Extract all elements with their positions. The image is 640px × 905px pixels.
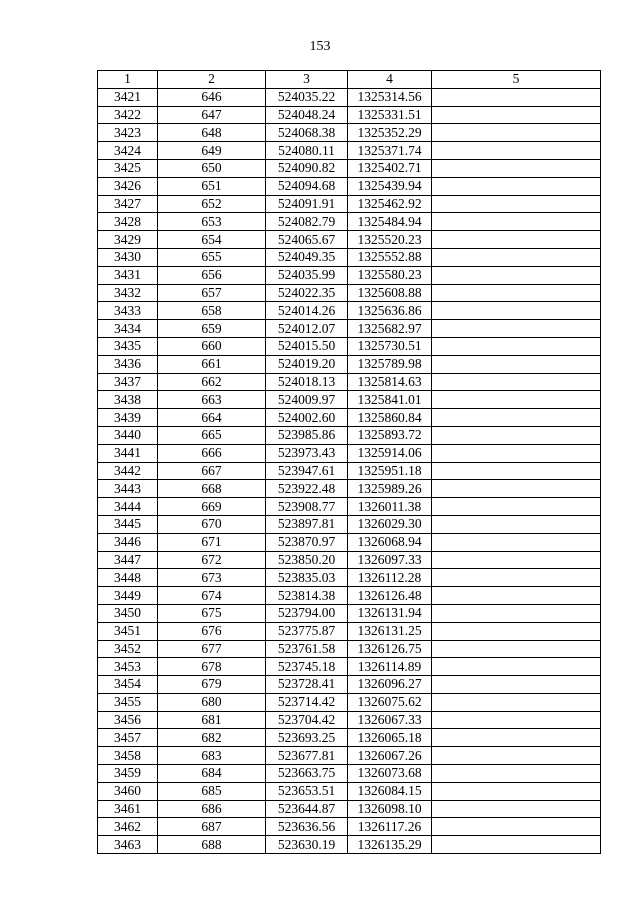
page-number: 153 (309, 39, 331, 54)
table-cell: 524080.11 (266, 142, 348, 160)
table-cell: 524068.38 (266, 124, 348, 142)
table-cell (432, 213, 601, 231)
table-row (98, 658, 601, 676)
table-cell: 673 (158, 569, 266, 587)
table-cell: 3442 (98, 462, 158, 480)
table-row (98, 604, 601, 622)
table-cell: 3457 (98, 729, 158, 747)
table-cell: 523653.51 (266, 782, 348, 800)
table-cell: 523693.25 (266, 729, 348, 747)
table-cell: 1325682.97 (348, 320, 432, 338)
table-cell: 657 (158, 284, 266, 302)
table-cell: 3438 (98, 391, 158, 409)
table-cell: 523973.43 (266, 444, 348, 462)
table-cell (432, 302, 601, 320)
table-row (98, 622, 601, 640)
table-cell: 662 (158, 373, 266, 391)
table-cell: 3458 (98, 747, 158, 765)
table-cell (432, 765, 601, 783)
table-row (98, 373, 601, 391)
table-cell (432, 587, 601, 605)
table-cell: 669 (158, 498, 266, 516)
table-cell (432, 106, 601, 124)
table-cell: 1325439.94 (348, 177, 432, 195)
table-cell: 664 (158, 409, 266, 427)
table-cell: 687 (158, 818, 266, 836)
table-header-row (98, 71, 601, 89)
table-cell: 654 (158, 231, 266, 249)
table-cell (432, 533, 601, 551)
table-cell: 685 (158, 782, 266, 800)
table-cell: 3421 (98, 88, 158, 106)
table-cell (432, 782, 601, 800)
table-cell: 1325484.94 (348, 213, 432, 231)
table-cell (432, 515, 601, 533)
table-cell: 524049.35 (266, 248, 348, 266)
table-cell: 652 (158, 195, 266, 213)
table-cell: 3453 (98, 658, 158, 676)
table-cell: 3449 (98, 587, 158, 605)
table-cell: 523745.18 (266, 658, 348, 676)
table-row (98, 159, 601, 177)
table-row (98, 195, 601, 213)
table-cell: 3462 (98, 818, 158, 836)
table-cell: 655 (158, 248, 266, 266)
table-cell (432, 693, 601, 711)
table-cell: 647 (158, 106, 266, 124)
table-cell: 671 (158, 533, 266, 551)
table-cell: 524012.07 (266, 320, 348, 338)
table-cell: 1326073.68 (348, 765, 432, 783)
table-row (98, 302, 601, 320)
table-cell (432, 747, 601, 765)
table-row (98, 248, 601, 266)
table-cell: 3432 (98, 284, 158, 302)
table-row (98, 391, 601, 409)
table-row (98, 711, 601, 729)
table-cell: 3445 (98, 515, 158, 533)
table-cell (432, 676, 601, 694)
table-cell: 524065.67 (266, 231, 348, 249)
table-cell (432, 231, 601, 249)
table-cell: 3459 (98, 765, 158, 783)
table-cell: 3447 (98, 551, 158, 569)
table-cell: 1325914.06 (348, 444, 432, 462)
table-cell: 1326117.26 (348, 818, 432, 836)
table-cell: 1325608.88 (348, 284, 432, 302)
table-row (98, 284, 601, 302)
table-cell (432, 195, 601, 213)
table-cell: 681 (158, 711, 266, 729)
table-cell: 3422 (98, 106, 158, 124)
table-cell: 523630.19 (266, 836, 348, 854)
table-row (98, 836, 601, 854)
table-cell (432, 337, 601, 355)
table-cell: 3444 (98, 498, 158, 516)
table-cell: 660 (158, 337, 266, 355)
table-cell: 3455 (98, 693, 158, 711)
table-cell: 1325989.26 (348, 480, 432, 498)
table-cell: 523835.03 (266, 569, 348, 587)
table-cell: 3456 (98, 711, 158, 729)
table-cell: 523985.86 (266, 426, 348, 444)
table-cell: 3441 (98, 444, 158, 462)
table-row (98, 729, 601, 747)
table-cell: 1326029.30 (348, 515, 432, 533)
table-cell: 651 (158, 177, 266, 195)
table-row (98, 142, 601, 160)
table-row (98, 676, 601, 694)
table-cell (432, 498, 601, 516)
table-row (98, 587, 601, 605)
table-cell (432, 284, 601, 302)
table-cell: 3440 (98, 426, 158, 444)
table-row (98, 444, 601, 462)
table-row (98, 782, 601, 800)
table-cell (432, 355, 601, 373)
table-row (98, 231, 601, 249)
table-cell: 1326114.89 (348, 658, 432, 676)
table-cell: 1325520.23 (348, 231, 432, 249)
coordinates-table (97, 70, 601, 854)
table-cell: 653 (158, 213, 266, 231)
table-row (98, 426, 601, 444)
table-cell (432, 622, 601, 640)
table-cell (432, 569, 601, 587)
table-cell: 524090.82 (266, 159, 348, 177)
table-cell: 677 (158, 640, 266, 658)
table-cell: 3427 (98, 195, 158, 213)
column-header: 1 (98, 71, 158, 89)
table-cell (432, 640, 601, 658)
table-cell: 1325951.18 (348, 462, 432, 480)
table-cell: 1325580.23 (348, 266, 432, 284)
table-cell: 1326084.15 (348, 782, 432, 800)
table-row (98, 462, 601, 480)
table-cell: 523728.41 (266, 676, 348, 694)
table-cell: 1325402.71 (348, 159, 432, 177)
table-cell: 523814.38 (266, 587, 348, 605)
table-cell: 524035.22 (266, 88, 348, 106)
table-cell: 3454 (98, 676, 158, 694)
table-row (98, 409, 601, 427)
table-cell: 1325789.98 (348, 355, 432, 373)
table-cell: 523870.97 (266, 533, 348, 551)
table-cell: 523908.77 (266, 498, 348, 516)
table-cell: 672 (158, 551, 266, 569)
table-row (98, 569, 601, 587)
table-cell (432, 604, 601, 622)
table-cell: 523850.20 (266, 551, 348, 569)
table-cell: 661 (158, 355, 266, 373)
table-cell: 665 (158, 426, 266, 444)
table-row (98, 800, 601, 818)
table-cell: 523775.87 (266, 622, 348, 640)
table-cell (432, 320, 601, 338)
table-cell: 676 (158, 622, 266, 640)
table-cell: 523636.56 (266, 818, 348, 836)
table-cell: 3423 (98, 124, 158, 142)
table-cell: 1326067.33 (348, 711, 432, 729)
column-header: 5 (432, 71, 601, 89)
table-cell: 524022.35 (266, 284, 348, 302)
table-cell: 3430 (98, 248, 158, 266)
table-cell: 3433 (98, 302, 158, 320)
table-cell: 1326075.62 (348, 693, 432, 711)
table-cell: 3452 (98, 640, 158, 658)
table-cell: 523794.00 (266, 604, 348, 622)
table-row (98, 266, 601, 284)
table-cell: 1325860.84 (348, 409, 432, 427)
table-cell (432, 373, 601, 391)
table-row (98, 88, 601, 106)
table-row (98, 355, 601, 373)
table-cell (432, 444, 601, 462)
table-cell: 523922.48 (266, 480, 348, 498)
table-cell: 656 (158, 266, 266, 284)
table-cell: 3437 (98, 373, 158, 391)
table-cell: 659 (158, 320, 266, 338)
table-cell: 667 (158, 462, 266, 480)
table-cell (432, 658, 601, 676)
table-cell: 1325462.92 (348, 195, 432, 213)
table-cell: 3426 (98, 177, 158, 195)
table-cell: 675 (158, 604, 266, 622)
table-cell: 524048.24 (266, 106, 348, 124)
table-cell: 1325314.56 (348, 88, 432, 106)
table-cell: 1325352.29 (348, 124, 432, 142)
table-cell (432, 248, 601, 266)
column-header: 3 (266, 71, 348, 89)
table-cell: 524015.50 (266, 337, 348, 355)
table-cell: 1325730.51 (348, 337, 432, 355)
table-cell: 663 (158, 391, 266, 409)
table-cell (432, 818, 601, 836)
table-row (98, 106, 601, 124)
table-cell (432, 88, 601, 106)
table-cell (432, 480, 601, 498)
table-cell: 1326112.28 (348, 569, 432, 587)
table-cell: 1326065.18 (348, 729, 432, 747)
table-body (98, 88, 601, 853)
table-cell: 524091.91 (266, 195, 348, 213)
table-row (98, 213, 601, 231)
table-cell (432, 729, 601, 747)
table-cell: 1326131.94 (348, 604, 432, 622)
table-cell: 668 (158, 480, 266, 498)
table-cell: 686 (158, 800, 266, 818)
table-row (98, 515, 601, 533)
table-cell (432, 711, 601, 729)
table-cell: 1326067.26 (348, 747, 432, 765)
table-cell (432, 177, 601, 195)
table-cell: 524019.20 (266, 355, 348, 373)
table-cell: 523663.75 (266, 765, 348, 783)
table-row (98, 337, 601, 355)
column-header: 2 (158, 71, 266, 89)
table-cell: 523761.58 (266, 640, 348, 658)
table-cell: 3443 (98, 480, 158, 498)
table-cell (432, 124, 601, 142)
table-cell (432, 426, 601, 444)
table-row (98, 124, 601, 142)
table-cell: 674 (158, 587, 266, 605)
table-cell: 1325893.72 (348, 426, 432, 444)
table-cell: 3450 (98, 604, 158, 622)
table-cell (432, 800, 601, 818)
table-row (98, 818, 601, 836)
table-cell: 3448 (98, 569, 158, 587)
table-cell: 646 (158, 88, 266, 106)
table-cell: 684 (158, 765, 266, 783)
table-cell: 649 (158, 142, 266, 160)
table-cell: 3439 (98, 409, 158, 427)
table-cell: 3461 (98, 800, 158, 818)
table-cell: 3463 (98, 836, 158, 854)
table-cell: 1326126.75 (348, 640, 432, 658)
table-cell: 682 (158, 729, 266, 747)
table-cell: 1326068.94 (348, 533, 432, 551)
table-cell: 658 (158, 302, 266, 320)
table-cell: 670 (158, 515, 266, 533)
table-cell: 523644.87 (266, 800, 348, 818)
table-cell: 3431 (98, 266, 158, 284)
table-cell (432, 836, 601, 854)
table-cell: 1325371.74 (348, 142, 432, 160)
table-cell: 1326126.48 (348, 587, 432, 605)
table-cell: 1325841.01 (348, 391, 432, 409)
table-cell: 683 (158, 747, 266, 765)
table-cell: 523714.42 (266, 693, 348, 711)
table-cell (432, 391, 601, 409)
table-cell: 523677.81 (266, 747, 348, 765)
table-cell: 648 (158, 124, 266, 142)
table-cell (432, 266, 601, 284)
table-row (98, 177, 601, 195)
table-cell: 3435 (98, 337, 158, 355)
table-cell: 523897.81 (266, 515, 348, 533)
table-row (98, 551, 601, 569)
table-cell: 3446 (98, 533, 158, 551)
table-cell: 524035.99 (266, 266, 348, 284)
table-cell: 678 (158, 658, 266, 676)
table-cell: 524009.97 (266, 391, 348, 409)
table-cell (432, 551, 601, 569)
table-cell (432, 409, 601, 427)
table-cell: 1325552.88 (348, 248, 432, 266)
table-cell: 523704.42 (266, 711, 348, 729)
table-row (98, 693, 601, 711)
table-cell (432, 142, 601, 160)
table-cell: 524018.13 (266, 373, 348, 391)
table-cell: 1325636.86 (348, 302, 432, 320)
table-cell: 524014.26 (266, 302, 348, 320)
table-cell: 3436 (98, 355, 158, 373)
table-row (98, 533, 601, 551)
table-cell: 650 (158, 159, 266, 177)
table-cell: 1326098.10 (348, 800, 432, 818)
table-cell: 1326135.29 (348, 836, 432, 854)
table-row (98, 498, 601, 516)
table-cell: 1326131.25 (348, 622, 432, 640)
table-cell: 679 (158, 676, 266, 694)
table-cell: 3425 (98, 159, 158, 177)
table-cell: 680 (158, 693, 266, 711)
table-row (98, 320, 601, 338)
table-row (98, 640, 601, 658)
table-cell: 1326011.38 (348, 498, 432, 516)
table-cell: 524002.60 (266, 409, 348, 427)
table-cell: 688 (158, 836, 266, 854)
table-cell (432, 462, 601, 480)
table-cell: 3424 (98, 142, 158, 160)
table-cell: 524082.79 (266, 213, 348, 231)
table-cell: 523947.61 (266, 462, 348, 480)
table-cell: 3460 (98, 782, 158, 800)
table-cell: 666 (158, 444, 266, 462)
table-cell: 1325814.63 (348, 373, 432, 391)
table-cell: 1326096.27 (348, 676, 432, 694)
table-cell: 524094.68 (266, 177, 348, 195)
table-row (98, 747, 601, 765)
column-header: 4 (348, 71, 432, 89)
table-cell: 3451 (98, 622, 158, 640)
table-cell: 3428 (98, 213, 158, 231)
table-cell (432, 159, 601, 177)
table-cell: 1325331.51 (348, 106, 432, 124)
table-row (98, 480, 601, 498)
table-cell: 3434 (98, 320, 158, 338)
table-cell: 1326097.33 (348, 551, 432, 569)
table-row (98, 765, 601, 783)
table-cell: 3429 (98, 231, 158, 249)
